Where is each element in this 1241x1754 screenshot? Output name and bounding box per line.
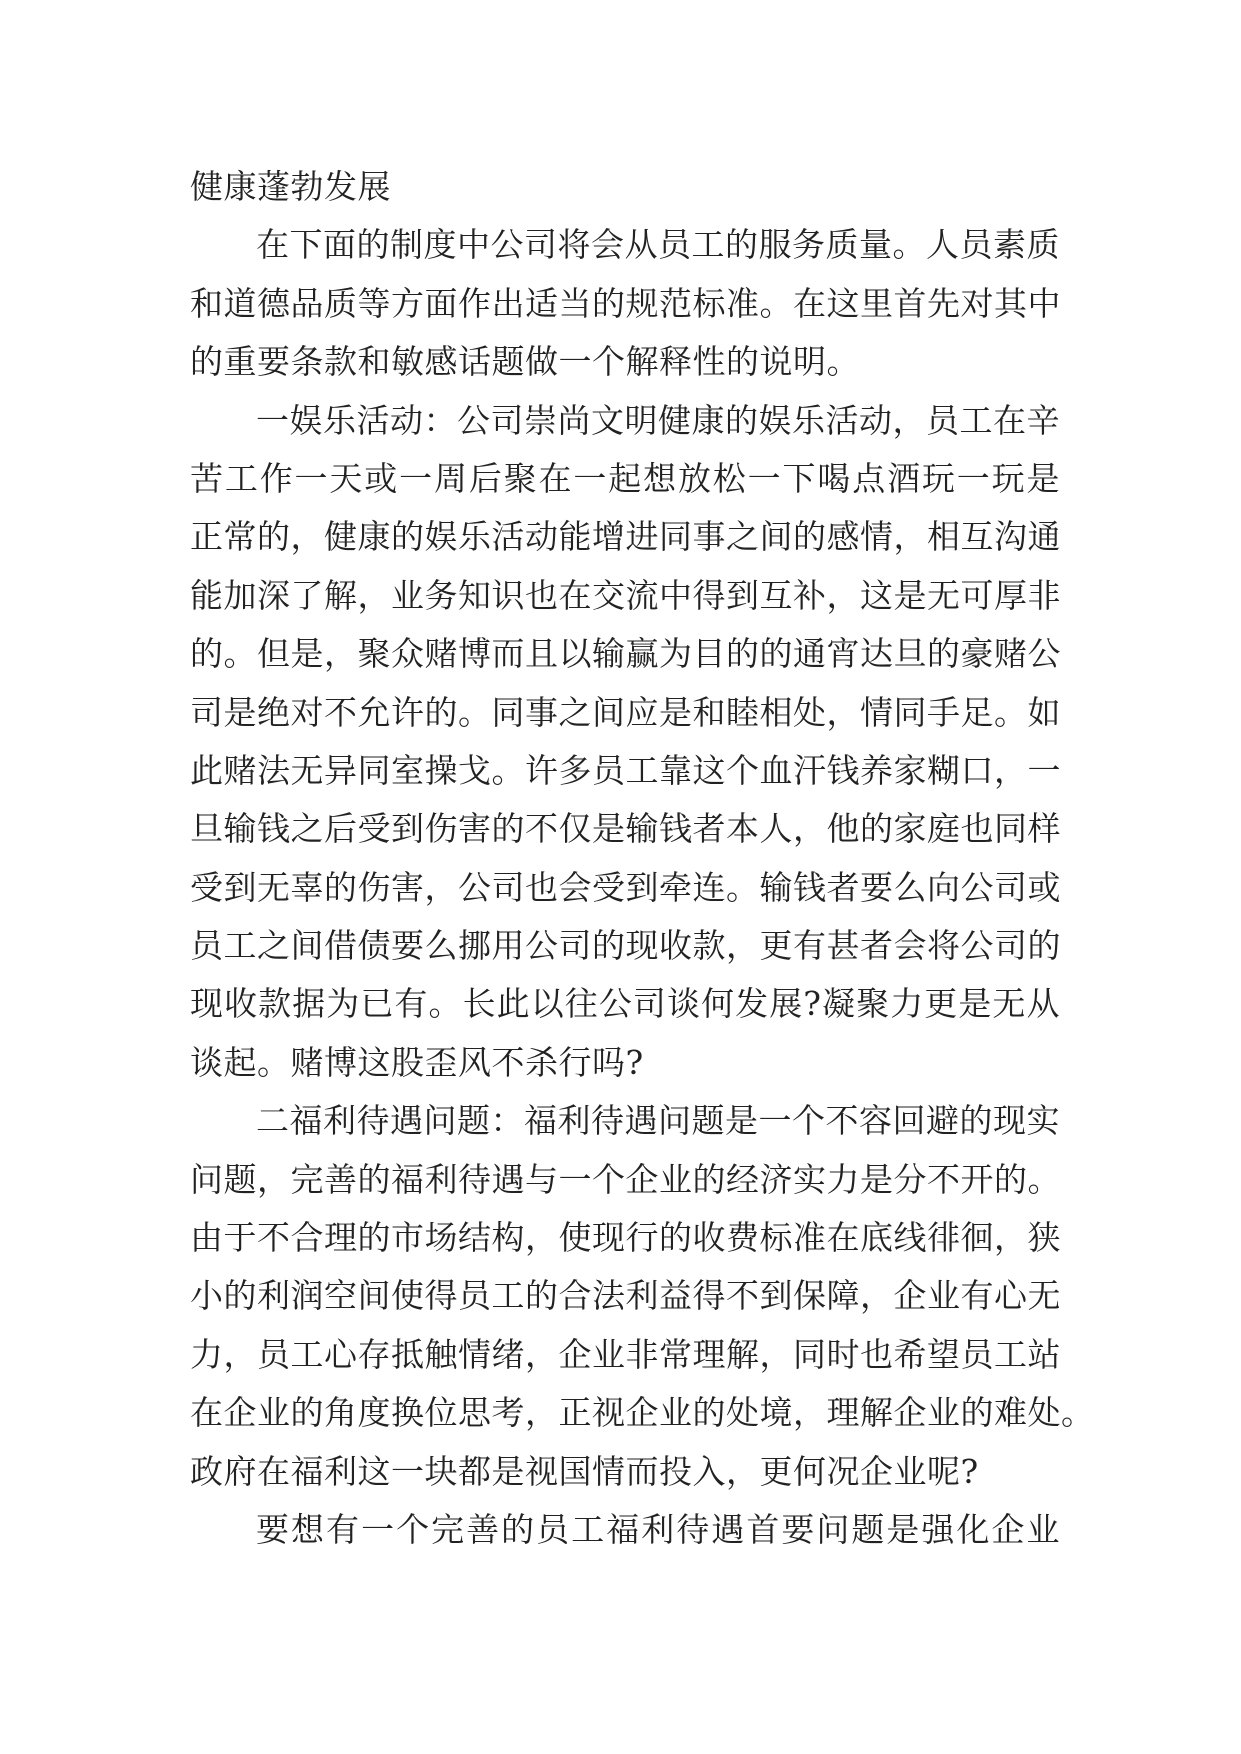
text-line: 由于不合理的市场结构，使现行的收费标准在底线徘徊，狭	[190, 1218, 1061, 1258]
text-line: 在企业的角度换位思考，正视企业的处境，理解企业的难处。	[190, 1393, 1095, 1433]
text-line: 政府在福利这一块都是视国情而投入，更何况企业呢?	[190, 1451, 979, 1491]
text-line: 的。但是，聚众赌博而且以输赢为目的的通宵达旦的豪赌公	[190, 634, 1061, 674]
body-text	[190, 158, 1095, 1559]
text-line: 力，员工心存抵触情绪，企业非常理解，同时也希望员工站	[190, 1334, 1061, 1374]
text-line: 苦工作一天或一周后聚在一起想放松一下喝点酒玩一玩是	[190, 458, 1060, 498]
paragraph-first-line: 一娱乐活动：公司崇尚文明健康的娱乐活动，员工在辛	[256, 400, 1060, 440]
text-line: 司是绝对不允许的。同事之间应是和睦相处，情同手足。如	[190, 692, 1061, 732]
text-line: 问题，完善的福利待遇与一个企业的经济实力是分不开的。	[190, 1159, 1061, 1199]
text-line: 健康蓬勃发展	[190, 167, 391, 206]
paragraph-first-line: 在下面的制度中公司将会从员工的服务质量。人员素质	[256, 225, 1060, 265]
text-line: 的重要条款和敏感话题做一个解释性的说明。	[190, 342, 860, 382]
text-line: 现收款据为已有。长此以往公司谈何发展?凝聚力更是无从	[190, 984, 1060, 1024]
paragraph-first-line: 要想有一个完善的员工福利待遇首要问题是强化企业	[256, 1509, 1060, 1549]
text-line: 旦输钱之后受到伤害的不仅是输钱者本人，他的家庭也同样	[190, 809, 1061, 849]
text-line: 受到无辜的伤害，公司也会受到牵连。输钱者要么向公司或	[190, 867, 1061, 907]
paragraph-first-line: 二福利待遇问题：福利待遇问题是一个不容回避的现实	[256, 1101, 1060, 1141]
text-line: 能加深了解，业务知识也在交流中得到互补，这是无可厚非	[190, 575, 1061, 615]
text-line: 小的利润空间使得员工的合法利益得不到保障，企业有心无	[190, 1276, 1061, 1316]
text-line: 此赌法无异同室操戈。许多员工靠这个血汗钱养家糊口，一	[190, 750, 1061, 790]
text-line: 和道德品质等方面作出适当的规范标准。在这里首先对其中	[190, 283, 1061, 323]
text-line: 员工之间借债要么挪用公司的现收款，更有甚者会将公司的	[190, 926, 1061, 966]
text-line: 正常的，健康的娱乐活动能增进同事之间的感情，相互沟通	[190, 517, 1061, 557]
text-line: 谈起。赌博这股歪风不杀行吗?	[190, 1042, 644, 1082]
